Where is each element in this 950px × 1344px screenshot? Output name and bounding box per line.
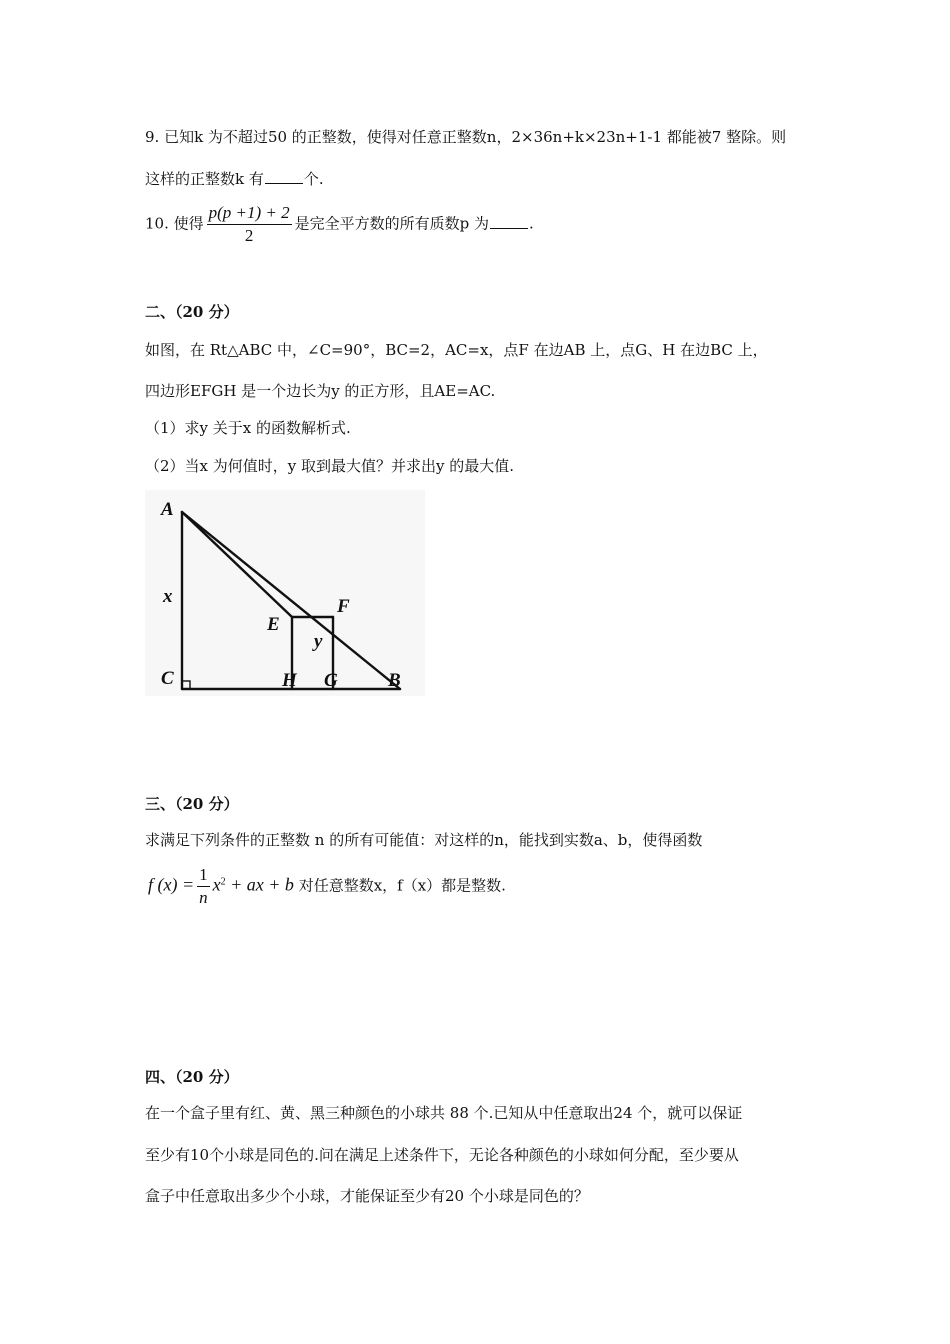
section3-formula-line [148, 864, 506, 909]
triangle-figure [145, 490, 425, 696]
function-rhs: + ax + b [225, 874, 294, 895]
label-H: H [282, 670, 297, 691]
label-G: G [324, 670, 338, 691]
answer-blank [490, 214, 528, 229]
section2-line2: 四边形EFGH 是一个边长为y 的正方形，且AE=AC. [145, 382, 496, 400]
function-x: x [212, 874, 221, 895]
label-x: x [163, 586, 173, 607]
label-C: C [161, 668, 174, 689]
label-y: y [314, 631, 323, 652]
function-exponent: 2 [220, 876, 226, 888]
q10-prefix: 10. 使得 [145, 214, 204, 233]
fraction-numerator: 1 [197, 864, 210, 887]
label-E: E [267, 614, 280, 635]
section2-question2: （2）当x 为何值时，y 取到最大值？并求出y 的最大值. [145, 457, 515, 475]
label-F: F [337, 596, 350, 617]
q9-line2 [145, 169, 324, 189]
section4-line2: 至少有10个小球是同色的.问在满足上述条件下，无论各种颜色的小球如何分配，至少要从 [145, 1146, 739, 1164]
q9-line2-end: 个. [303, 170, 324, 188]
q10-end: . [529, 214, 534, 233]
q9-line2-text: 这样的正整数k 有 [145, 170, 264, 188]
q10-frac-numerator: p(p +1) + 2 [207, 202, 292, 225]
section2-line1: 如图，在 Rt△ABC 中，∠C=90°，BC=2，AC=x，点F 在边AB 上，点G、H 在边BC 上， [145, 341, 768, 359]
label-A: A [161, 499, 174, 520]
section3-heading: 三、（20 分） [145, 795, 239, 813]
answer-blank [265, 169, 303, 184]
function-fraction [197, 864, 210, 909]
section3-line2-suffix: 对任意整数x，f（x）都是整数. [298, 876, 506, 895]
q10-suffix: 是完全平方数的所有质数p 为 [294, 214, 490, 233]
section4-line1: 在一个盒子里有红、黄、黑三种颜色的小球共 88 个.已知从中任意取出24 个，就可以保证 [145, 1104, 743, 1122]
figure-background [145, 490, 425, 696]
section4-line3: 盒子中任意取出多少个小球，才能保证至少有20 个小球是同色的？ [145, 1187, 589, 1205]
function-lhs: f (x) = [148, 874, 195, 895]
section2-question1: （1）求y 关于x 的函数解析式. [145, 419, 351, 437]
q10-line [145, 202, 534, 247]
fraction-denominator: n [199, 888, 208, 907]
label-B: B [388, 670, 401, 691]
q10-frac-denominator: 2 [244, 226, 254, 245]
q9-line1: 9. 已知k 为不超过50 的正整数，使得对任意正整数n，2×36n+k×23n+1-1 都能被7 整除。则 [145, 128, 787, 146]
section2-heading: 二、（20 分） [145, 303, 239, 321]
section3-line1: 求满足下列条件的正整数 n 的所有可能值：对这样的n，能找到实数a、b，使得函数 [145, 831, 703, 849]
section4-heading: 四、（20 分） [145, 1068, 239, 1086]
q10-fraction [207, 202, 292, 247]
